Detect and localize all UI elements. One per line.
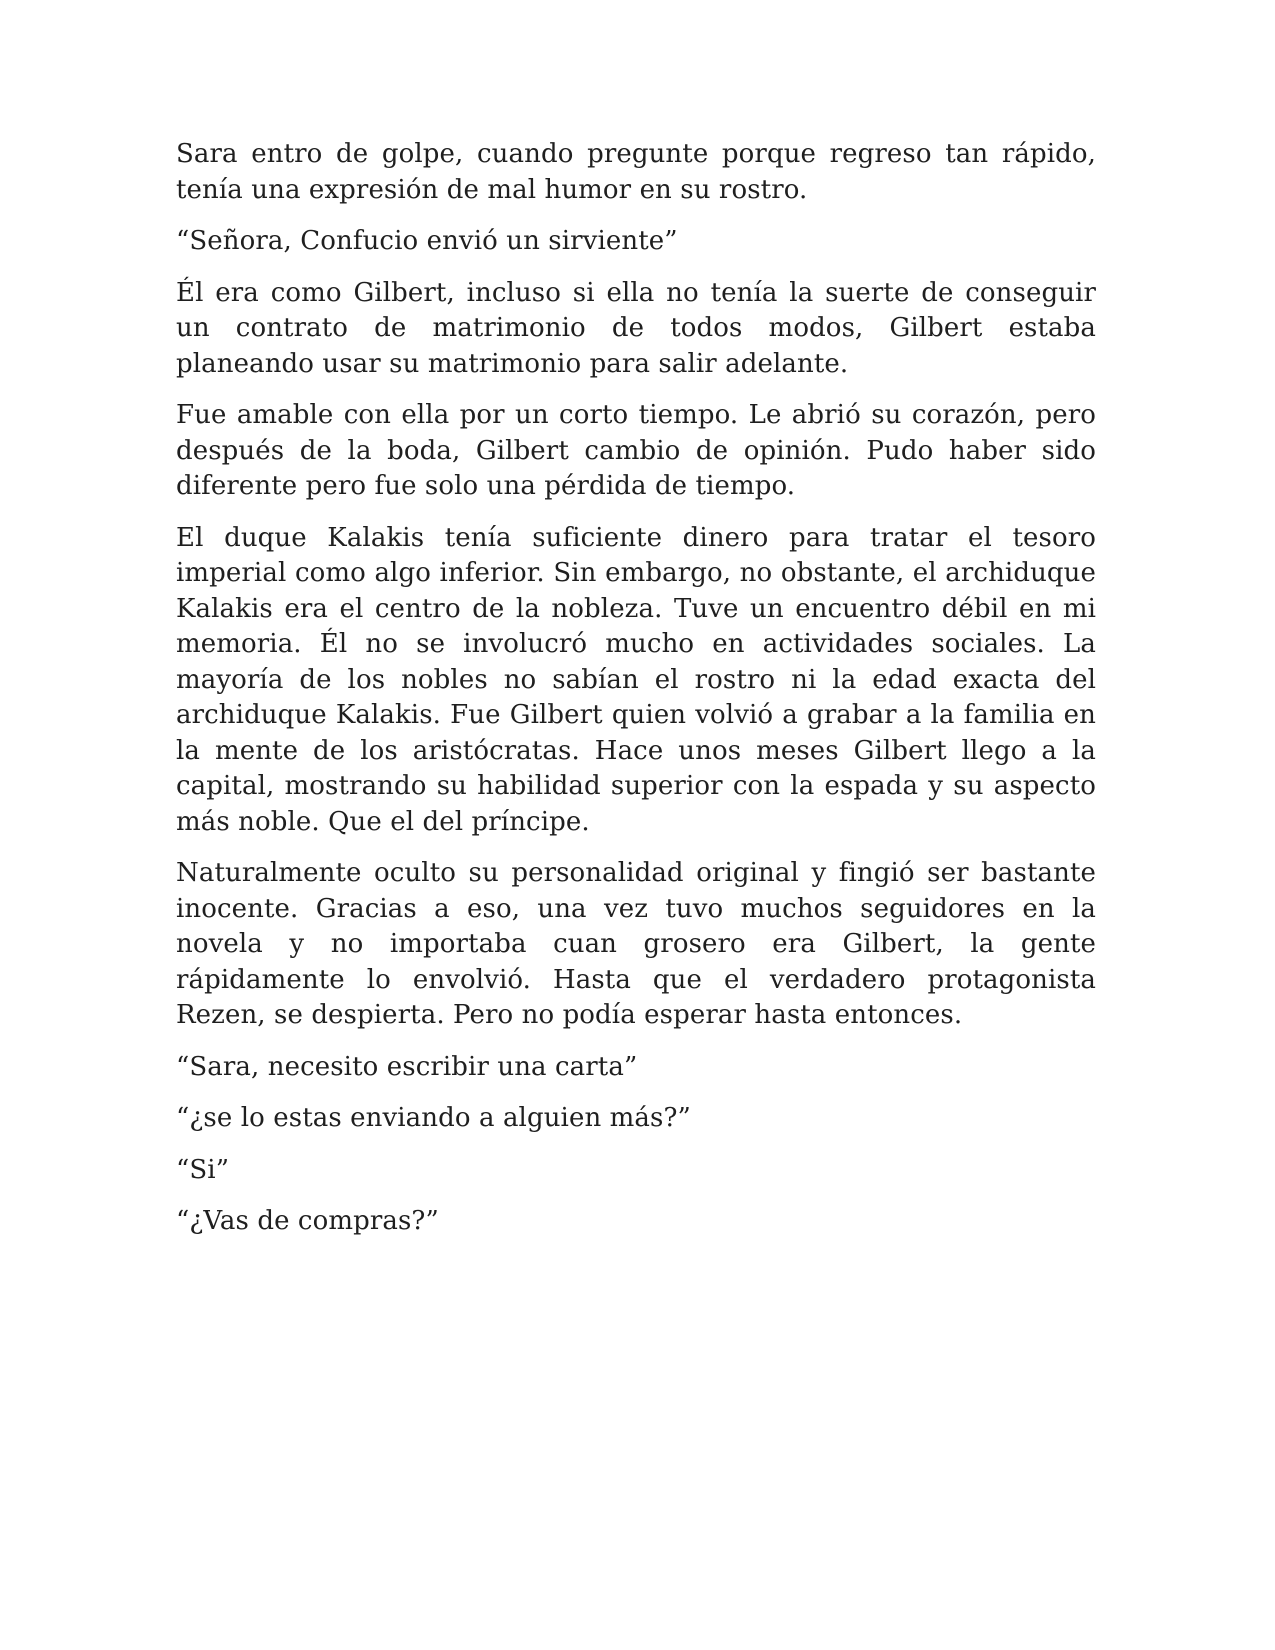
paragraph: Naturalmente oculto su personalidad original y fingió ser bastante inocente. Gracias a eso, una vez tuvo muchos seguidores en la novela y no importaba cuan grosero era Gilbert, la gente rápidamente lo envolvió. Hasta que el verdadero protagonista Rezen, se despierta. Pero no podía esperar hasta entonces. [176,858,1096,1030]
paragraph: Él era como Gilbert, incluso si ella no tenía la suerte de conseguir un contrato de matrimonio de todos modos, Gilbert estaba planeando usar su matrimonio para salir adelante. [176,277,1096,379]
paragraph: El duque Kalakis tenía suficiente dinero para tratar el tesoro imperial como algo inferior. Sin embargo, no obstante, el archiduque Kalakis era el centro de la nobleza. Tuve un encuentro débil en mi memoria. Él no se involucró mucho en actividades sociales. La mayoría de los nobles no sabían el rostro ni la edad exacta del archiduque Kalakis. Fue Gilbert quien volvió a grabar a la familia en la mente de los aristócratas. Hace unos meses Gilbert llego a la capital, mostrando su habilidad superior con la espada y su aspecto más noble. Que el del príncipe. [176,522,1096,837]
dialogue-line: “¿se lo estas enviando a alguien más?” [176,1103,691,1133]
dialogue-line: “¿Vas de compras?” [176,1206,439,1236]
document-page [176,137,1096,1256]
dialogue-line: “Señora, Confucio envió un sirviente” [176,226,678,256]
paragraph: Sara entro de golpe, cuando pregunte porque regreso tan rápido, tenía una expresión de mal humor en su rostro. [176,139,1096,205]
dialogue-line: “Sara, necesito escribir una carta” [176,1051,638,1082]
paragraph: Fue amable con ella por un corto tiempo. Le abrió su corazón, pero después de la boda, Gilbert cambio de opinión. Pudo haber sido diferente pero fue solo una pérdida de tiempo. [176,400,1096,501]
dialogue-line: “Si” [176,1154,230,1185]
